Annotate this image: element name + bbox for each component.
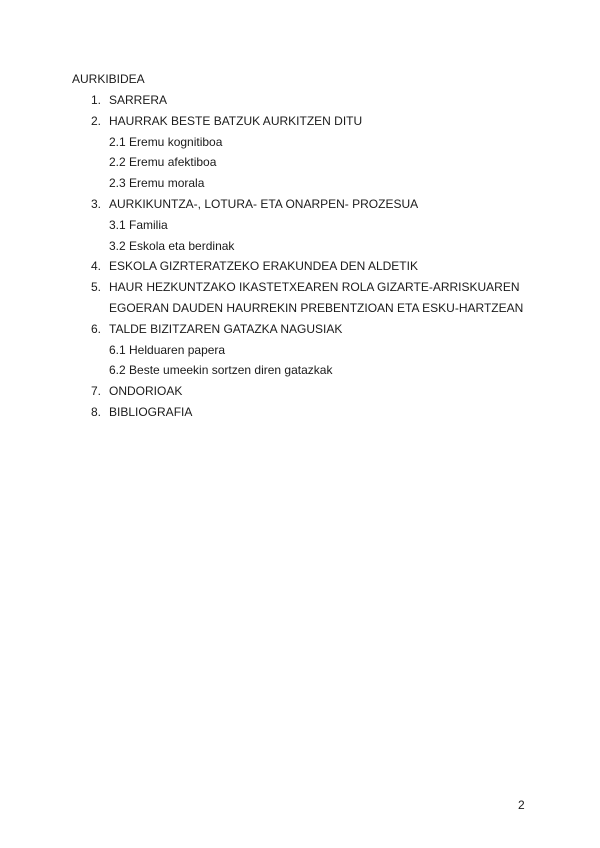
toc-entry-number: 3. xyxy=(91,197,102,211)
toc-heading: AURKIBIDEA xyxy=(72,72,145,86)
toc-entry-number: 8. xyxy=(91,405,102,419)
toc-subentry-title: 3.1 Familia xyxy=(109,217,168,232)
toc-entry-number: 4. xyxy=(91,259,102,274)
toc-entry-title: TALDE BIZITZAREN GATAZKA NAGUSIAK xyxy=(109,321,343,336)
toc-entry-title: ESKOLA GIZRTERATZEKO ERAKUNDEA DEN ALDETIK xyxy=(109,259,418,274)
toc-entry-number: 2. xyxy=(91,113,102,128)
toc-subentry-title: 3.2 Eskola eta berdinak xyxy=(109,238,235,253)
toc-entry-continuation-text: EGOERAN DAUDEN HAURREKIN PREBENTZIOAN ETA ESKU-HARTZEAN xyxy=(109,301,524,315)
toc-entry-title: ONDORIOAK xyxy=(109,384,183,399)
toc-entry-number: 6. xyxy=(91,321,102,336)
toc-subentry-title: 6.1 Helduaren papera xyxy=(109,342,226,357)
toc-subentry-title: 6.2 Beste umeekin sortzen diren gatazkak xyxy=(109,363,333,378)
toc-entry-title: BIBLIOGRAFIA xyxy=(109,405,193,419)
toc-entry-number: 1. xyxy=(91,93,102,107)
toc-subentry-title: 2.2 Eremu afektiboa xyxy=(109,155,217,170)
toc-entry-title: SARRERA xyxy=(109,93,168,107)
toc-entry-title: HAURRAK BESTE BATZUK AURKITZEN DITU xyxy=(109,113,363,128)
toc-subentry-title: 2.3 Eremu morala xyxy=(109,176,205,191)
toc-entry-number: 7. xyxy=(91,384,102,399)
page-number: 2 xyxy=(518,798,525,812)
toc-entry-title: AURKIKUNTZA-, LOTURA- ETA ONARPEN- PROZESUA xyxy=(109,197,419,211)
toc-entry-number: 5. xyxy=(91,280,102,295)
toc-entry-title: HAUR HEZKUNTZAKO IKASTETXEAREN ROLA GIZARTE-ARRISKUAREN xyxy=(109,280,520,295)
toc-subentry-title: 2.1 Eremu kognitiboa xyxy=(109,134,223,149)
